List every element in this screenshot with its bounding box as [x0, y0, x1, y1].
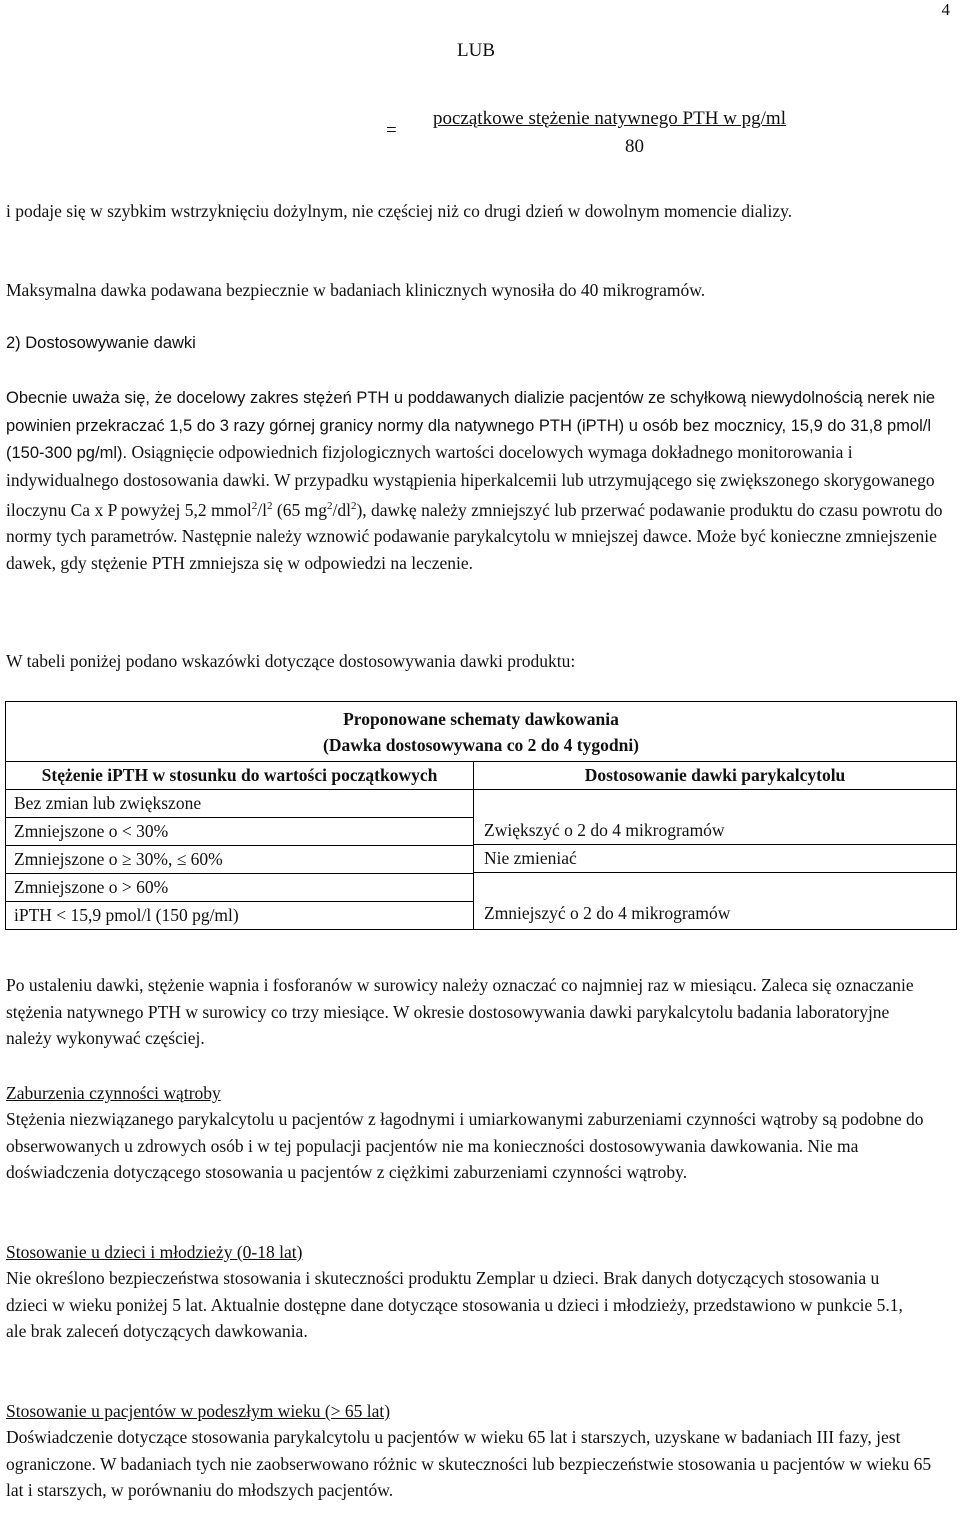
row-label-decreased-lt-30: Zmniejszone o < 30%: [6, 818, 473, 846]
unit-text: /l: [257, 499, 268, 520]
table-intro: W tabeli poniżej podano wskazówki dotyczące dostosowywania dawki produktu:: [6, 651, 576, 671]
liver-text: Stężenia niezwiązanego parykalcytolu u pacjentów z łagodnymi i umiarkowanymi zaburzeniami czynności wątroby są podobne do obserwowanych u zdrowych osób i w tej populacji pacjentów nie ma konieczności dostosowywania dawkowania. Nie ma doświadczenia dotyczącego stosowania u pacjentów z ciężkimi zaburzeniami czynności wątroby.: [6, 1109, 924, 1182]
table-title-line-2: (Dawka dostosowywana co 2 do 4 tygodni): [323, 735, 640, 755]
unit-text: (65 mg: [272, 499, 327, 520]
monitoring-paragraph: Po ustaleniu dawki, stężenie wapnia i fosforanów w surowicy należy oznaczać co najmniej raz w miesiącu. Zaleca się oznaczanie stężenia natywnego PTH w surowicy co trzy miesiące. W okresie dostosowywania dawki parykalcytolu badania laboratoryjne należy wykonywać częściej.: [6, 975, 914, 1048]
superscript: 2: [267, 500, 273, 512]
elderly-heading: Stosowanie u pacjentów w podeszłym wieku (> 65 lat): [6, 1401, 391, 1421]
max-dose-paragraph: Maksymalna dawka podawana bezpiecznie w badaniach klinicznych wynosiła do 40 mikrogramów.: [6, 280, 706, 300]
dose-adjustment-cell: [474, 789, 957, 929]
adjust-decrease: Zmniejszyć o 2 do 4 mikrogramów: [484, 902, 731, 923]
target-range-text-6: Może być konieczne zmniejszenie dawek, gdy stężenie PTH zmniejsza się w odpowiedzi na leczenie.: [6, 526, 937, 573]
target-range-text-3: W przypadku wystąpienia hiperkalcemii lub utrzymującego się zwiększonego skorygowanego iloczynu Ca x P powyżej 5,2 mmol: [6, 469, 935, 520]
table-title-line-1: Proponowane schematy dawkowania: [343, 709, 619, 729]
row-label-ipth-low: iPTH < 15,9 pmol/l (150 pg/ml): [14, 904, 239, 925]
row-label-no-change: Bez zmian lub zwiększone: [6, 790, 473, 818]
administration-paragraph: i podaje się w szybkim wstrzyknięciu dożylnym, nie częściej niż co drugi dzień w dowolnym momencie dializy.: [6, 201, 793, 221]
target-range-text-2: Osiągnięcie odpowiednich fizjologicznych wartości docelowych wymaga dokładnego monitorowania i indywidualnego dostosowania dawki.: [6, 442, 853, 490]
children-heading: Stosowanie u dzieci i młodzieży (0-18 lat): [6, 1242, 303, 1262]
elderly-text: Doświadczenie dotyczące stosowania parykalcytolu u pacjentów w wieku 65 lat i starszych, uzyskane w badaniach III fazy, jest ograniczone. W badaniach tych nie zaobserwowano różnic w skuteczności lub bezpieczeństwie stosowania u pacjentów w wieku 65 lat i starszych, w porównaniu do młodszych pacjentów.: [6, 1427, 932, 1500]
adjust-no-change: Nie zmieniać: [474, 845, 956, 873]
target-range-text-5: Następnie należy wznowić podawanie parykalcytolu w mniejszej dawce.: [181, 526, 692, 547]
liver-heading: Zaburzenia czynności wątroby: [6, 1083, 221, 1103]
row-label-decreased-30-60: Zmniejszone o ≥ 30%, ≤ 60%: [6, 846, 473, 874]
superscript: 2: [251, 500, 258, 512]
superscript: 2: [326, 500, 333, 512]
unit-text: /dl: [332, 499, 351, 520]
adjust-increase: Zwiększyć o 2 do 4 mikrogramów: [474, 817, 956, 845]
target-range-text-4: ), dawkę należy zmniejszyć lub przerwać podawanie produktu do czasu powrotu do normy tych parametrów.: [6, 499, 943, 547]
row-label-decreased-gt-60: Zmniejszone o > 60%: [6, 874, 473, 902]
target-range-paragraph: [6, 384, 951, 576]
formula-or-label: LUB: [457, 40, 495, 61]
dose-adjustment-table: [5, 701, 957, 930]
section-2-heading: 2) Dostosowywanie dawki: [6, 334, 196, 352]
column-header-dose: Dostosowanie dawki parykalcytolu: [474, 762, 957, 790]
formula-denominator: 80: [625, 136, 644, 157]
table-title: [6, 702, 957, 762]
formula-equals: =: [386, 120, 397, 141]
target-range-text-1: Obecnie uważa się, że docelowy zakres stężeń PTH u poddawanych dializie pacjentów ze schyłkową niewydolnością nerek nie powinien przekraczać 1,5 do 3 razy górnej granicy normy dla natywnego PTH (iPTH) u osób bez mocznicy, 15,9 do 31,8 pmol/l (150-300 pg/ml).: [6, 389, 936, 462]
ipth-change-cell: [6, 789, 474, 929]
column-header-ipth: Stężenie iPTH w stosunku do wartości początkowych: [6, 762, 474, 790]
page-number: 4: [941, 0, 950, 19]
superscript: 2: [350, 500, 357, 512]
formula-numerator: początkowe stężenie natywnego PTH w pg/ml: [433, 108, 786, 129]
children-text: Nie określono bezpieczeństwa stosowania i skuteczności produktu Zemplar u dzieci. Brak danych dotyczących stosowania u dzieci w wieku poniżej 5 lat. Aktualnie dostępne dane dotyczące stosowania u dzieci i młodzieży, przedstawiono w punkcie 5.1, ale brak zaleceń dotyczących dawkowania.: [6, 1268, 903, 1341]
